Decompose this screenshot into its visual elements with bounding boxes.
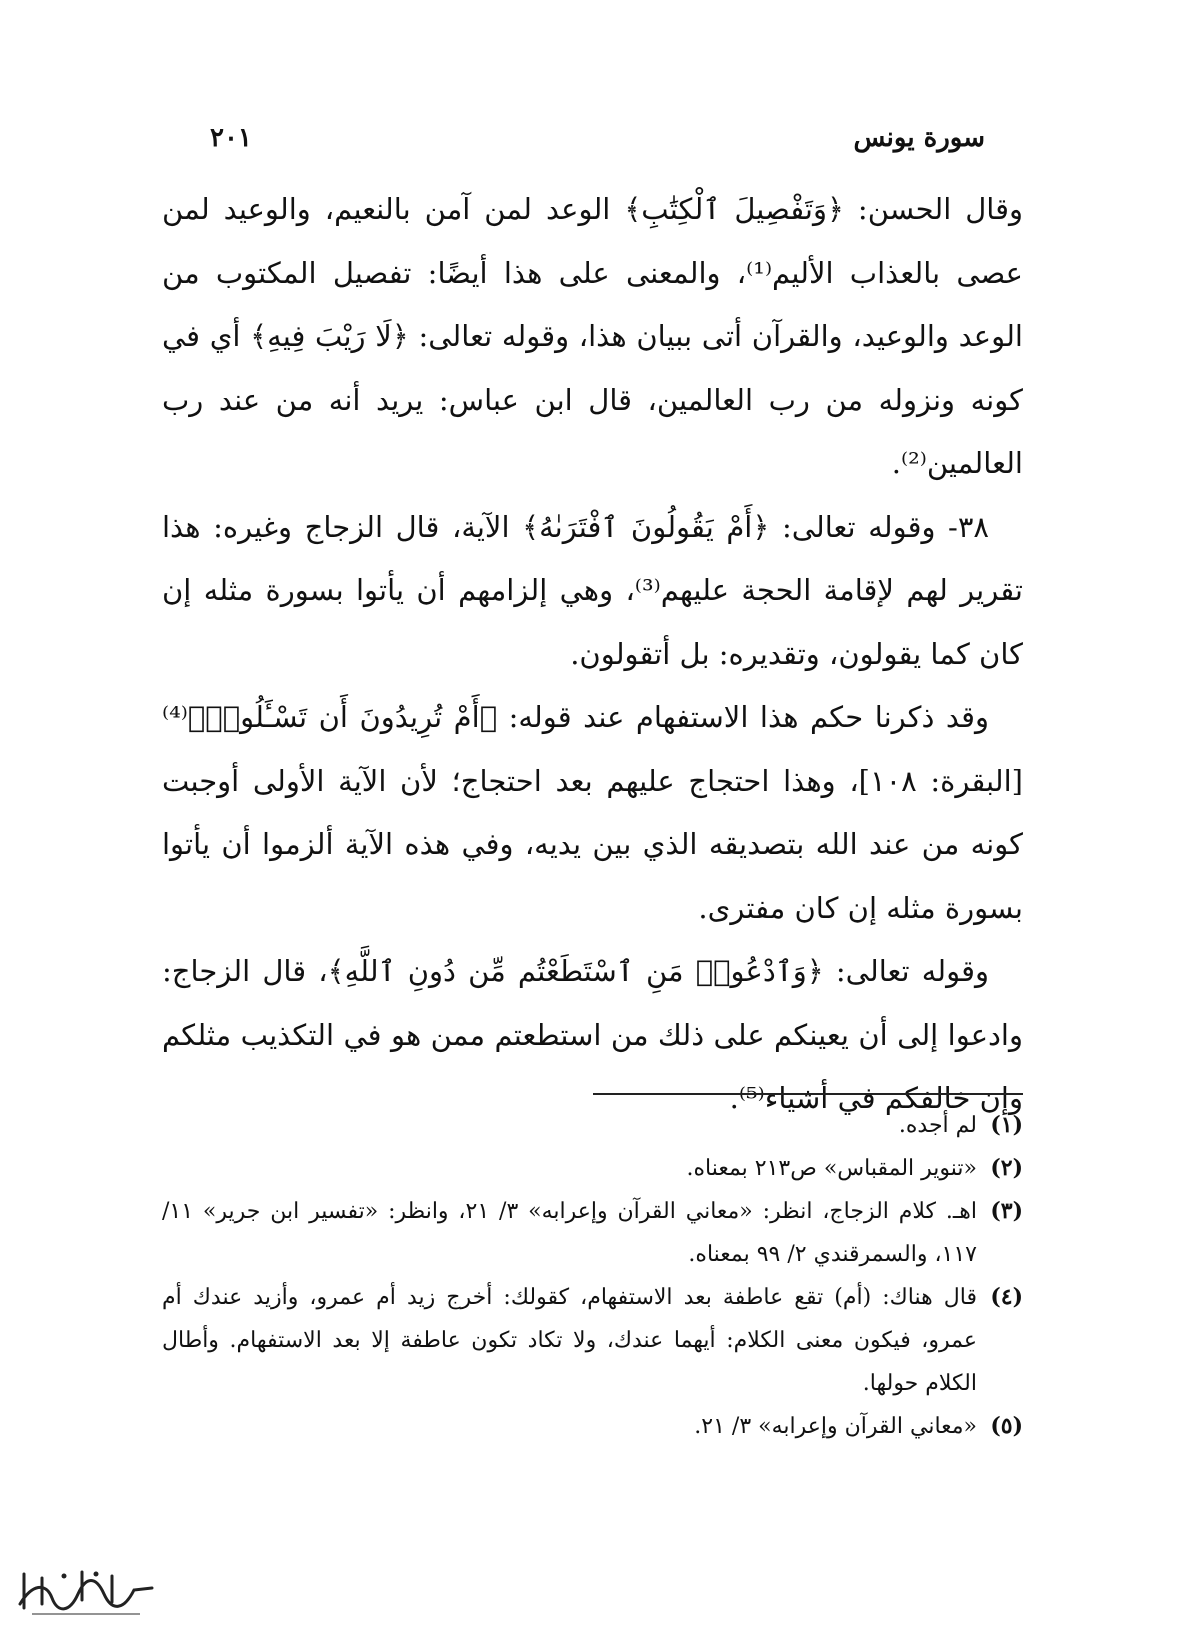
footnote-5: [162, 1405, 1023, 1448]
footnote-number: (١): [990, 1112, 1023, 1138]
footnote-text: اهـ. كلام الزجاج، انظر: «معاني القرآن وإعرابه» ٣/ ٢١، وانظر: «تفسير ابن جرير» ١١/ ١١٧، والسمرقندي ٢/ ٩٩ بمعناه.: [162, 1199, 977, 1267]
paragraph-2: ٣٨- وقوله تعالى: ﴿أَمْ يَقُولُونَ ٱفْتَرَىٰهُ﴾ الآية، قال الزجاج وغيره: هذا تقرير لهم لإقامة الحجة عليهم⁽³⁾، وهي إلزامهم أن يأتوا بسورة مثله إن كان كما يقولون، وتقديره: بل أتقولون.: [162, 509, 1023, 671]
page-number: ٢٠١: [210, 123, 252, 153]
footnote-number: (٤): [990, 1284, 1023, 1310]
footnote-text: لم أجده.: [898, 1113, 977, 1138]
footnote-1: [162, 1104, 1023, 1147]
footnote-number: (٣): [990, 1198, 1023, 1224]
footnote-number: (٢): [990, 1155, 1023, 1181]
footnote-divider: [593, 1093, 1023, 1095]
surah-title: سورة يونس: [853, 123, 985, 153]
footnote-4: [162, 1276, 1023, 1405]
paragraph-4: وقوله تعالى: ﴿وَٱدْعُوا۟ مَنِ ٱسْتَطَعْتُم مِّن دُونِ ٱللَّهِ﴾، قال الزجاج: وادعوا إلى أن يعينكم على ذلك من استطعتم ممن هو في التكذيب مثلكم وإن خالفكم في أشياء⁽⁵⁾.: [162, 954, 1023, 1115]
paragraph-3: وقد ذكرنا حكم هذا الاستفهام عند قوله: ﴿أَمْ تُرِيدُونَ أَن تَسْـَٔلُوا۟﴾⁽⁴⁾ [البقرة: ١٠٨]، وهذا احتجاج عليهم بعد احتجاج؛ لأن الآية الأولى أوجبت كونه من عند الله بتصديقه الذي بين يديه، وفي هذه الآية ألزموا أن يأتوا بسورة مثله إن كان مفترى.: [162, 700, 1023, 925]
footnote-2: [162, 1147, 1023, 1190]
footnotes: [162, 1104, 1023, 1448]
page-header: [210, 118, 985, 158]
paragraph-1: وقال الحسن: ﴿وَتَفْصِيلَ ٱلْكِتَٰبِ﴾ الوعد لمن آمن بالنعيم، والوعيد لمن عصى بالعذاب الأليم⁽¹⁾، والمعنى على هذا أيضًا: تفصيل المكتوب من الوعد والوعيد، والقرآن أتى ببيان هذا، وقوله تعالى: ﴿لَا رَيْبَ فِيهِ﴾ أي في كونه ونزوله من رب العالمين، قال ابن عباس: يريد أنه من عند رب العالمين⁽²⁾.: [162, 192, 1023, 480]
footnote-text: «معاني القرآن وإعرابه» ٣/ ٢١.: [694, 1414, 977, 1439]
library-stamp-icon: [12, 1564, 162, 1620]
footnote-3: [162, 1190, 1023, 1276]
footnote-text: قال هناك: (أم) تقع عاطفة بعد الاستفهام، كقولك: أخرج زيد أم عمرو، وأزيد عندك أم عمرو، فيكون معنى الكلام: أيهما عندك، ولا تكاد تكون عاطفة إلا بعد الاستفهام. وأطال الكلام حولها.: [162, 1285, 977, 1396]
footnote-text: «تنوير المقباس» ص٢١٣ بمعناه.: [686, 1156, 977, 1181]
footnote-number: (٥): [990, 1413, 1023, 1439]
main-text: [162, 178, 1023, 1131]
